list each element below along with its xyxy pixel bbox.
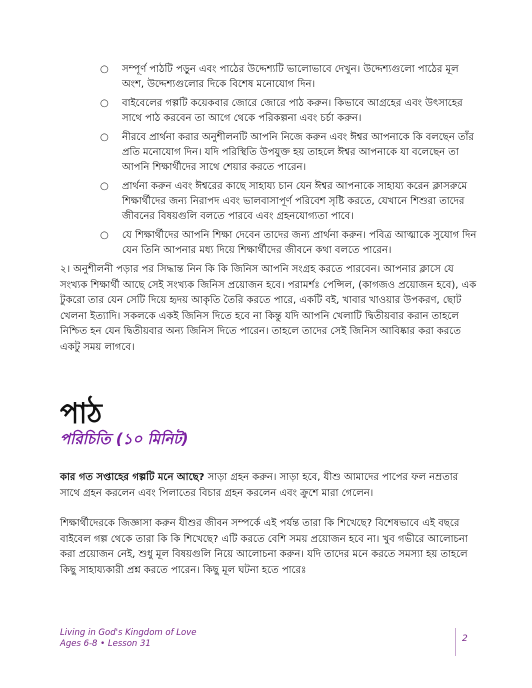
circle-bullet-icon: ○ [100, 181, 109, 192]
review-question: কার গত সপ্তাহের গল্পটি মনে আছে? [60, 472, 205, 483]
list-item [100, 179, 480, 224]
bullet-text: যে শিক্ষার্থীদের আপনি শিক্ষা দেবেন তাদের জন্য প্রার্থনা করুন। পবিত্র আত্মাকে সুযোগ দিন যেন তিনি আপনার মধ্য দিয়ে শিক্ষার্থীদের জীবনে কথা বলতে পারেন। [122, 230, 477, 256]
preparation-bullet-list [100, 62, 480, 262]
lesson-heading: পাঠ [60, 397, 103, 430]
footer-lesson-info: Ages 6-8 • Lesson 31 [60, 639, 151, 649]
review-question-paragraph [60, 470, 480, 501]
bullet-text: নীরবে প্রার্থনা করার অনুশীলনটি আপনি নিজে করুন এবং ঈশ্বর আপনাকে কি বলছেন তাঁর প্রতি মনোযোগ দিন। যদি পরিস্থিতি উপযুক্ত হয় তাহলে ঈশ্বর আপনাকে যা বলেছেন তা আপনি শিক্ষার্থীদের সাথে শেয়ার করতে পারেন। [122, 132, 474, 173]
circle-bullet-icon: ○ [100, 64, 109, 75]
preparation-paragraph: ২। অনুশীলনী পড়ার পর সিদ্ধান্ত নিন কি কি জিনিস আপনি সংগ্রহ করতে পারবেন। আপনার ক্লাসে যে সংখ্যক শিক্ষার্থী আছে সেই সংখ্যক জিনিস প্রয়োজন হবে। পরামর্শঃ পেন্সিল, (কাগজও প্রয়োজন হবে), এক টুকরো তার যেন সেটি দিয়ে হৃদয় আকৃতি তৈরি করতে পারে, একটি বই, খাবার খাওয়ার উপকরণ, ছোট খেলনা ইত্যাদি। সকলকে একই জিনিস দিতে হবে না কিন্তু যদি আপনি খেলাটি দ্বিতীয়বার করান তাহলে নিশ্চিত হন যেন দ্বিতীয়বার অন্য জিনিস দিতে পারেন। তাহলে তাদের সেই জিনিস আবিষ্কার করা করতে একটু সময় লাগবে। [60, 264, 477, 353]
ask-students-paragraph: শিক্ষার্থীদেরকে জিজ্ঞাসা করুন যীশুর জীবন সম্পর্কে এই পর্যন্ত তারা কি শিখেছে? বিশেষভাবে এই বছরে বাইবেল গল্প থেকে তারা কি কি শিখেছে? এটি করতে বেশি সময় প্রয়োজন হবে না। খুব গভীরে আলোচনা করা প্রয়োজন নেই, শুধু মূল বিষয়গুলি নিয়ে আলোচনা করুন। যদি তাদের মনে করতে সমস্যা হয় তাহলে কিছু সাহায্যকারী প্রশ্ন করতে পারেন। কিছু মূল ঘটনা হতে পারেঃ [60, 518, 468, 576]
footer-divider [455, 628, 456, 656]
list-item [100, 62, 480, 92]
list-item [100, 96, 480, 126]
bullet-text: প্রার্থনা করুন এবং ঈশ্বরের কাছে সাহায্য চান যেন ঈশ্বর আপনাকে সাহায্য করেন ক্লাসরুমে শিক্ষার্থীদের জন্য নিরাপদ এবং ভালবাসাপূর্ণ পরিবেশ সৃষ্টি করতে, যেখানে শিশুরা তাদের জীবনের বিষয়গুলি বলতে পারবে এবং গ্রহনযোগ্যতা পাবে। [122, 181, 468, 222]
bullet-text: সম্পূর্ণ পাঠটি পড়ুন এবং পাঠের উদ্দেশ্যটি ভালোভাবে দেখুন। উদ্দেশ্যগুলো পাঠের মূল অংশ, উদ্দেশ্যগুলোর দিকে বিশেষ মনোযোগ দিন। [122, 64, 459, 90]
circle-bullet-icon: ○ [100, 132, 109, 143]
bullet-text: বাইবেলের গল্পটি কয়েকবার জোরে জোরে পাঠ করুন। কিভাবে আগ্রহের এবং উৎসাহের সাথে পাঠ করবেন তা আগে থেকে পরিকল্পনা এবং চর্চা করুন। [122, 98, 463, 124]
footer [60, 628, 196, 650]
circle-bullet-icon: ○ [100, 98, 109, 109]
introduction-heading: পরিচিতি (১০ মিনিট) [60, 430, 189, 448]
list-item [100, 228, 480, 258]
page-number: 2 [462, 634, 468, 644]
list-item [100, 130, 480, 175]
circle-bullet-icon: ○ [100, 230, 109, 241]
review-answer: সাড়া গ্রহন করুন। সাড়া হবে, যীশু আমাদের পাপের ফল নম্রতার সাথে গ্রহন করলেন এবং পিলাতের বিচার গ্রহন করলেন এবং ক্রুশে মারা গেলেন। [60, 472, 459, 499]
footer-series-title: Living in God's Kingdom of Love [60, 628, 197, 638]
